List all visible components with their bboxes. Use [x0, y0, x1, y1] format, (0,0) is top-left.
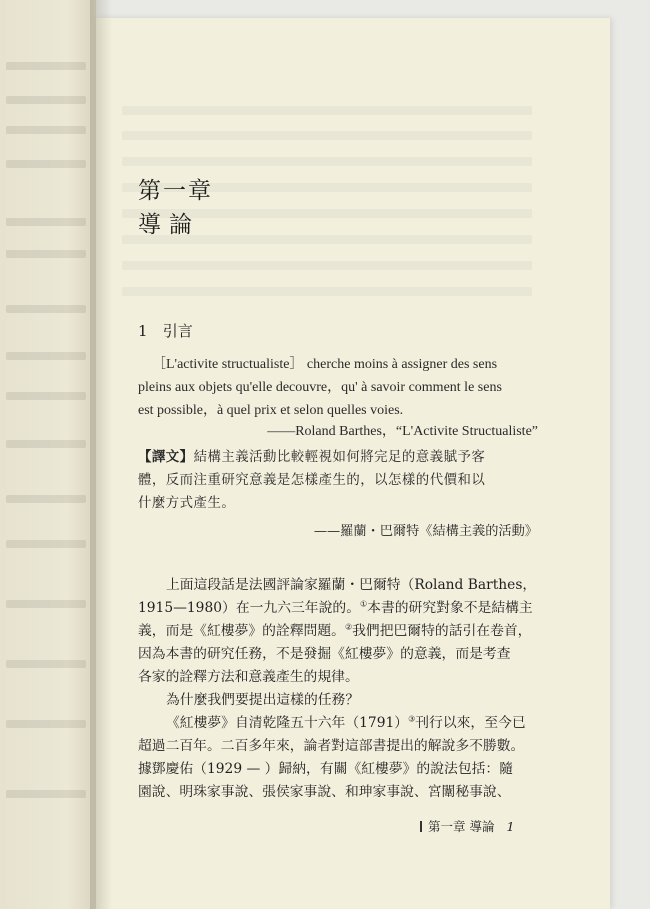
body-line: 義，而是《紅樓夢》的詮釋問題。②我們把巴爾特的話引在卷首，	[138, 622, 532, 639]
body-text	[138, 574, 542, 804]
body-line: 各家的詮釋方法和意義產生的規律。	[138, 669, 359, 685]
epigraph-line: pleins aux objets qu'elle decouvre，qu' à savoir comment le sens	[138, 380, 502, 395]
footnote-ref[interactable]: ②	[344, 622, 353, 632]
translation-label: 【譯文】	[138, 449, 194, 465]
epigraph-translation	[138, 446, 540, 515]
footnote-ref[interactable]: ①	[360, 599, 368, 609]
epigraph-french	[138, 353, 538, 422]
body-line: 超過二百年。二百多年來，論者對這部書提出的解說多不勝數。	[138, 738, 525, 754]
body-line: 1915—1980）在一九六三年說的。①本書的研究對象不是結構主	[138, 599, 533, 616]
body-line: 園說、明珠家事說、張侯家事說、和珅家事說、宮闈秘事說、	[138, 784, 511, 800]
section-heading	[138, 320, 193, 341]
chapter-title: 導論	[138, 212, 200, 238]
translation-line: 什麼方式產生。	[138, 496, 236, 511]
translation-attribution: ——羅蘭・巴爾特《結構主義的活動》	[313, 524, 538, 539]
epigraph-line: est possible，à quel prix et selon quelles voies.	[138, 403, 404, 418]
translation-line: 體，反而注重研究意義是怎樣產生的，以怎樣的代價和以	[138, 473, 486, 488]
running-footer	[420, 817, 550, 835]
body-line: 上面這段話是法國評論家羅蘭・巴爾特（Roland Barthes，	[166, 577, 537, 593]
footer-rule	[420, 821, 422, 832]
section-title: 引言	[162, 322, 193, 340]
footnote-ref[interactable]: ③	[408, 714, 416, 724]
page-number: 1	[506, 819, 515, 834]
body-line: 據鄧慶佑（1929 — ）歸納，有關《紅樓夢》的說法包括：隨	[138, 761, 514, 777]
footer-chapter: 第一章	[428, 819, 466, 834]
page-gutter-shadow	[90, 0, 112, 909]
epigraph-attribution: ——Roland Barthes，“L'Activite Structualiste”	[267, 424, 538, 439]
body-line: 為什麼我們要提出這樣的任務？	[166, 692, 360, 708]
body-line: 因為本書的研究任務，不是發掘《紅樓夢》的意義，而是考查	[138, 646, 511, 662]
section-number: 1	[138, 322, 148, 340]
footer-title: 導論	[469, 819, 495, 834]
body-line: 《紅樓夢》自清乾隆五十六年（1791）③刊行以來，至今已	[166, 714, 526, 731]
translation-line: 結構主義活動比較輕視如何將完足的意義賦予客	[193, 450, 486, 465]
epigraph-line: ［L'activite structualiste］ cherche moins à assigner des sens	[152, 357, 498, 372]
left-facing-page	[0, 0, 96, 909]
chapter-number: 第一章	[138, 178, 213, 204]
